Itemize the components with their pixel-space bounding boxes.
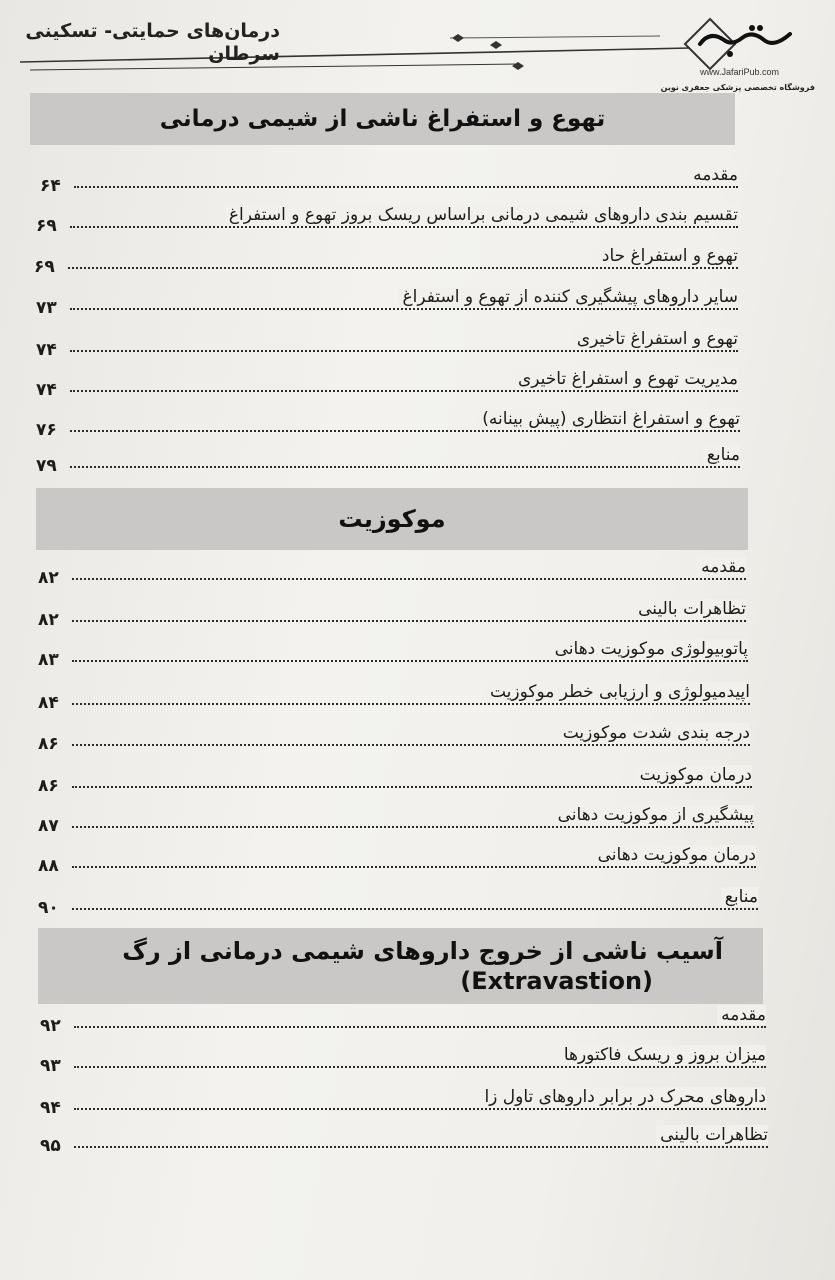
toc-entry-text: داروهای محرک در برابر داروهای تاول زا — [480, 1087, 766, 1107]
toc-entry-text: سایر داروهای پیشگیری کننده از تهوع و استفراغ — [398, 287, 738, 307]
toc-entry[interactable] — [40, 160, 738, 196]
toc-entry[interactable] — [36, 440, 740, 476]
toc-entry-page: ۹۲ — [40, 1016, 61, 1036]
dot-leader — [72, 826, 754, 828]
dot-leader — [70, 466, 740, 468]
section-title-mucositis: موکوزیت — [36, 488, 748, 550]
toc-entry[interactable] — [36, 404, 740, 440]
dot-leader — [70, 308, 738, 310]
toc-entry-page: ۶۴ — [40, 176, 61, 196]
toc-entry-text: درجه بندی شدت موکوزیت — [559, 723, 750, 743]
toc-entry-text: پاتوبیولوژی موکوزیت دهانی — [551, 639, 748, 659]
dot-leader — [72, 703, 750, 705]
dot-leader — [72, 744, 750, 746]
toc-entry-page: ۸۸ — [38, 856, 59, 876]
toc-entry[interactable] — [36, 200, 738, 236]
toc-entry-page: ۸۶ — [38, 734, 59, 754]
toc-entry-text: درمان موکوزیت — [636, 765, 752, 785]
toc-entry[interactable] — [40, 1120, 768, 1156]
toc-entry-text: منابع — [721, 887, 758, 907]
toc-entry[interactable] — [36, 324, 738, 360]
toc-entry-text: تظاهرات بالینی — [634, 599, 746, 619]
toc-entry-page: ۹۴ — [40, 1098, 61, 1118]
toc-entry-text: اپیدمیولوژی و ارزیابی خطر موکوزیت — [486, 682, 750, 702]
toc-entry-page: ۹۵ — [40, 1136, 61, 1156]
publisher-logo — [670, 14, 800, 74]
toc-entry-text: تظاهرات بالینی — [656, 1125, 768, 1145]
toc-entry-page: ۷۴ — [36, 380, 57, 400]
toc-entry-text: منابع — [703, 445, 740, 465]
toc-entry-text: پیشگیری از موکوزیت دهانی — [554, 805, 754, 825]
toc-entry-text: مدیریت تهوع و استفراغ تاخیری — [514, 369, 738, 389]
toc-entry-page: ۶۹ — [34, 257, 55, 277]
toc-entry-text: مقدمه — [689, 165, 738, 185]
toc-entry[interactable] — [38, 800, 754, 836]
toc-entry-page: ۸۲ — [38, 610, 59, 630]
logo-website: www.JafariPub.com — [700, 67, 780, 77]
section-title-extravasation — [38, 928, 763, 1004]
dot-leader — [72, 908, 758, 910]
book-title: درمان‌های حمایتی- تسکینی سرطان — [25, 20, 280, 65]
toc-entry-text: تهوع و استفراغ انتظاری (پیش بینانه) — [478, 409, 740, 429]
section-title-line2: (Extravastion) — [460, 967, 653, 995]
toc-entry-page: ۸۳ — [38, 650, 59, 670]
dot-leader — [72, 786, 752, 788]
toc-entry-text: درمان موکوزیت دهانی — [594, 845, 756, 865]
dot-leader — [74, 1026, 766, 1028]
toc-entry-page: ۷۹ — [36, 456, 57, 476]
dot-leader — [68, 267, 738, 269]
toc-entry-text: مقدمه — [697, 557, 746, 577]
toc-entry[interactable] — [38, 594, 746, 630]
toc-entry-text: تقسیم بندی داروهای شیمی درمانی براساس ریسک بروز تهوع و استفراغ — [225, 205, 738, 225]
dot-leader — [74, 1066, 766, 1068]
toc-entry[interactable] — [40, 1082, 766, 1118]
toc-entry[interactable] — [38, 634, 748, 670]
dot-leader — [72, 866, 756, 868]
toc-entry[interactable] — [38, 760, 752, 796]
dot-leader — [72, 660, 748, 662]
toc-entry-page: ۸۶ — [38, 776, 59, 796]
toc-entry[interactable] — [36, 364, 738, 400]
section-title-line1: آسیب ناشی از خروج داروهای شیمی درمانی از رگ — [122, 937, 723, 965]
toc-entry-page: ۸۷ — [38, 816, 59, 836]
toc-entry-page: ۸۲ — [38, 568, 59, 588]
toc-entry-page: ۸۴ — [38, 693, 59, 713]
toc-entry[interactable] — [40, 1040, 766, 1076]
dot-leader — [74, 1146, 768, 1148]
section-title-nausea: تهوع و استفراغ ناشی از شیمی درمانی — [30, 93, 735, 145]
toc-entry[interactable] — [38, 718, 750, 754]
dot-leader — [74, 1108, 766, 1110]
toc-entry[interactable] — [38, 677, 750, 713]
toc-entry[interactable] — [36, 282, 738, 318]
toc-entry-text: تهوع و استفراغ حاد — [598, 246, 738, 266]
toc-entry[interactable] — [38, 552, 746, 588]
toc-entry-text: مقدمه — [717, 1005, 766, 1025]
dot-leader — [70, 430, 740, 432]
dot-leader — [72, 578, 746, 580]
dot-leader — [72, 620, 746, 622]
toc-entry-page: ۷۴ — [36, 340, 57, 360]
toc-entry-page: ۶۹ — [36, 216, 57, 236]
dot-leader — [70, 226, 738, 228]
toc-entry-text: میزان بروز و ریسک فاکتورها — [560, 1045, 766, 1065]
dot-leader — [74, 186, 738, 188]
dot-leader — [70, 390, 738, 392]
toc-entry[interactable] — [34, 241, 738, 277]
toc-entry-page: ۹۰ — [38, 898, 59, 918]
toc-entry-page: ۷۶ — [36, 420, 57, 440]
logo-store-name: فروشگاه تخصصی پزشکی جعفری نوین — [660, 83, 815, 92]
dot-leader — [70, 350, 738, 352]
toc-entry-text: تهوع و استفراغ تاخیری — [573, 329, 738, 349]
toc-entry[interactable] — [40, 1000, 766, 1036]
toc-entry-page: ۹۳ — [40, 1056, 61, 1076]
toc-entry[interactable] — [38, 840, 756, 876]
toc-entry-page: ۷۳ — [36, 298, 57, 318]
toc-entry[interactable] — [38, 882, 758, 918]
